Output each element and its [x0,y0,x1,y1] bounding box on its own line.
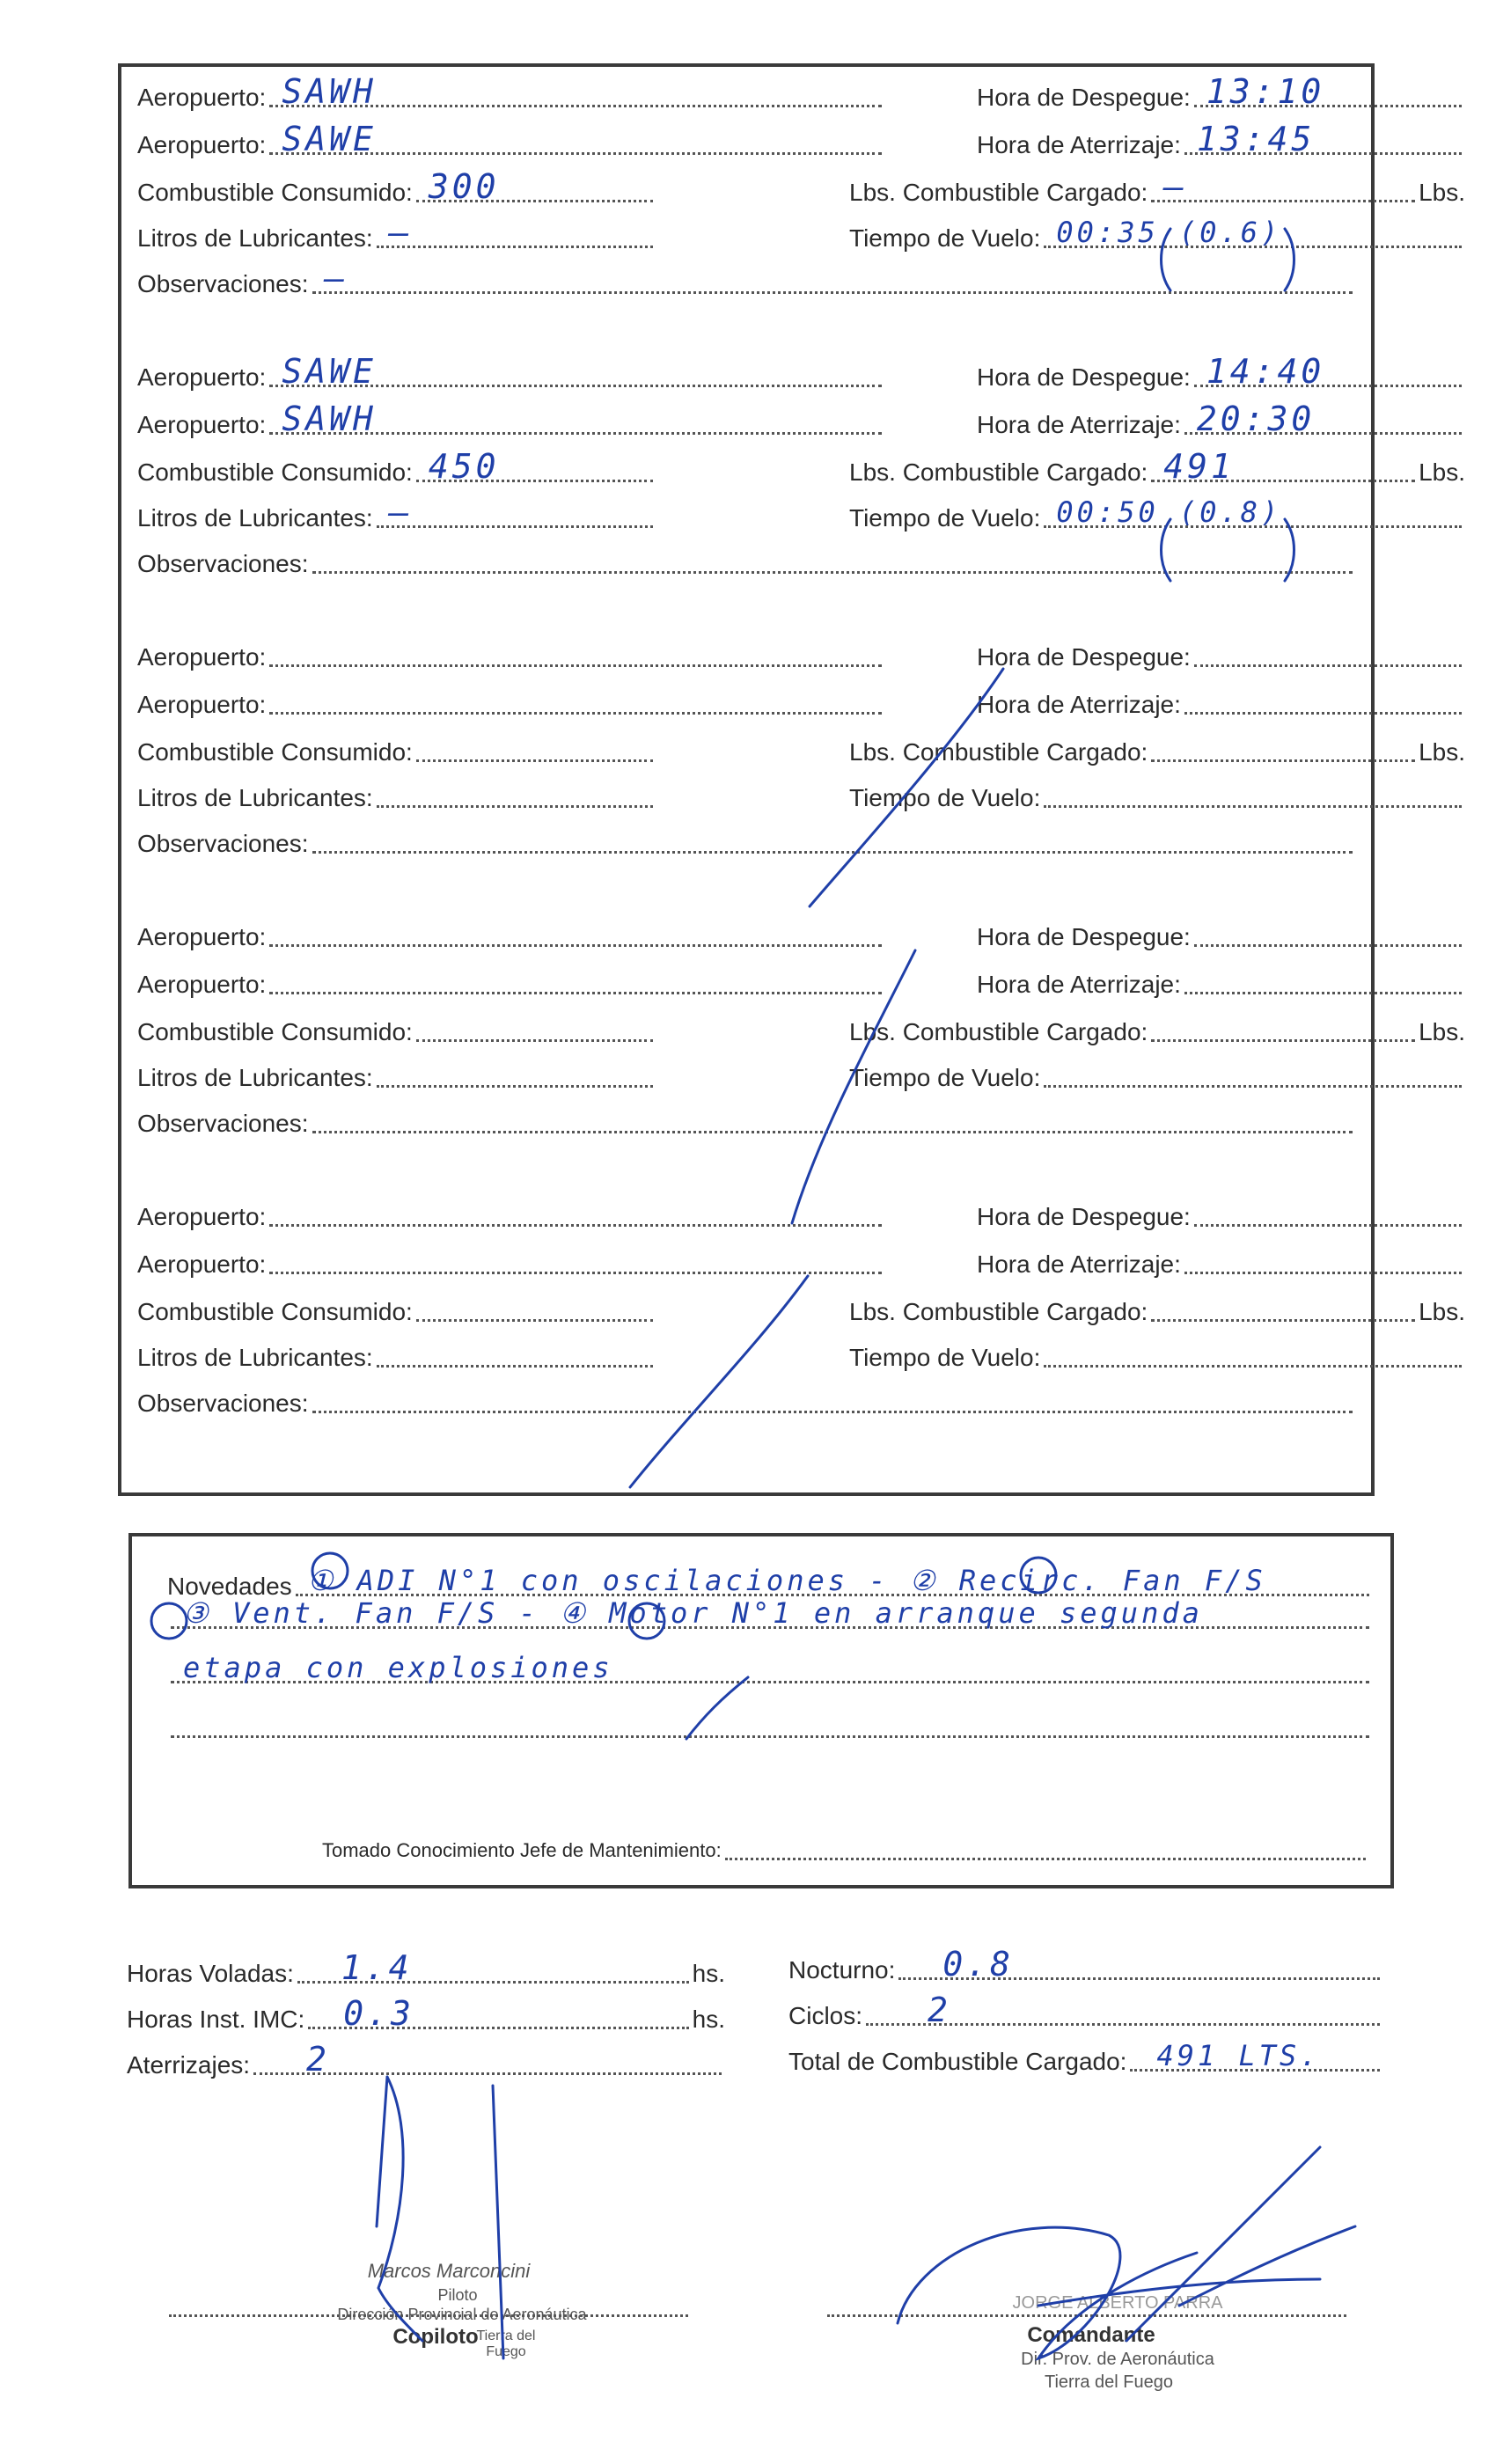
flight-3-hora-despegue-row[interactable] [977,642,1465,672]
hora-aterrizaje-label: Hora de Aterrizaje: [977,411,1181,438]
hora-despegue-label: Hora de Despegue: [977,923,1191,950]
flight-5-aeropuerto-2-row[interactable] [137,1250,885,1280]
flight-5-tiempo-vuelo-row[interactable] [849,1343,1465,1373]
flight-1-tiempo-vuelo-row[interactable] [849,216,1465,253]
hora-despegue-label: Hora de Despegue: [977,1203,1191,1230]
lbs-unit: Lbs. [1419,1018,1465,1045]
flight-3-lbs-combustible-cargado-row[interactable] [849,737,1465,767]
flight-2-lbs-combustible-cargado-row[interactable] [849,447,1465,488]
lbs-unit: Lbs. [1419,458,1465,486]
hora-despegue-value: 14:40 [1206,352,1325,391]
aeropuerto-1-value: SAWH [282,72,377,111]
flight-4-hora-despegue-row[interactable] [977,922,1465,952]
tiempo-vuelo-label: Tiempo de Vuelo: [849,224,1041,252]
flight-1-litros-lubricantes-row[interactable] [137,213,656,253]
flight-1-lbs-combustible-cargado-row[interactable] [849,167,1465,208]
horas-voladas-row[interactable]: Horas Voladas: 1.4 hs. [127,1948,725,1987]
flight-2-hora-aterrizaje-row[interactable] [977,400,1465,440]
horas-imc-row[interactable]: Horas Inst. IMC: 0.3 hs. [127,1994,725,2033]
combustible-consumido-label: Combustible Consumido: [137,458,413,486]
copiloto-name: Marcos Marconcini [367,2260,531,2282]
flight-1-aeropuerto-1-row[interactable] [137,72,885,113]
flight-3-combustible-consumido-row[interactable] [137,737,656,767]
hora-aterrizaje-value: 20:30 [1196,400,1316,438]
combustible-consumido-label: Combustible Consumido: [137,1298,413,1325]
comandante-org: Dir. Prov. de Aeronáutica [1021,2350,1214,2369]
hora-aterrizaje-label: Hora de Aterrizaje: [977,971,1181,998]
hora-aterrizaje-label: Hora de Aterrizaje: [977,691,1181,718]
observaciones-label: Observaciones: [137,550,309,577]
flight-5-combustible-consumido-row[interactable] [137,1297,656,1327]
lbs-combustible-cargado-label: Lbs. Combustible Cargado: [849,1018,1148,1045]
total-combustible-row[interactable]: Total de Combustible Cargado: 491 LTS. [788,2047,1383,2077]
copiloto-title: Piloto [437,2286,478,2304]
lbs-unit: Lbs. [1419,1298,1465,1325]
comandante-region: Tierra del Fuego [1045,2372,1173,2392]
aeropuerto-2-label: Aeropuerto: [137,131,267,158]
litros-lubricantes-value: — [388,213,413,252]
tiempo-vuelo-label: Tiempo de Vuelo: [849,784,1041,811]
aterrizajes-row[interactable]: Aterrizajes: 2 [127,2050,725,2080]
lbs-unit: Lbs. [1419,738,1465,766]
flight-2-aeropuerto-1-row[interactable] [137,352,885,392]
hora-despegue-value: 13:10 [1206,72,1325,111]
lbs-combustible-cargado-label: Lbs. Combustible Cargado: [849,1298,1148,1325]
copiloto-role: Copiloto [392,2325,479,2349]
litros-lubricantes-value: — [388,493,413,532]
flight-5-lbs-combustible-cargado-row[interactable] [849,1297,1465,1327]
novedades-line4[interactable] [167,1735,1373,1743]
litros-lubricantes-label: Litros de Lubricantes: [137,1344,373,1371]
combustible-consumido-label: Combustible Consumido: [137,1018,413,1045]
lbs-combustible-cargado-label: Lbs. Combustible Cargado: [849,738,1148,766]
lbs-combustible-cargado-label: Lbs. Combustible Cargado: [849,179,1148,206]
aeropuerto-2-value: SAWH [282,400,377,438]
nocturno-row[interactable]: Nocturno: 0.8 [788,1955,1383,1985]
flight-4-tiempo-vuelo-row[interactable] [849,1063,1465,1093]
flight-4-litros-lubricantes-row[interactable] [137,1063,656,1093]
flight-4-aeropuerto-2-row[interactable] [137,970,885,1000]
lbs-unit: Lbs. [1419,179,1465,206]
hora-despegue-label: Hora de Despegue: [977,363,1191,391]
flight-5-hora-despegue-row[interactable] [977,1202,1465,1232]
tiempo-vuelo-value: 00:35 (0.6) [1056,216,1282,249]
aeropuerto-1-label: Aeropuerto: [137,643,267,671]
litros-lubricantes-label: Litros de Lubricantes: [137,504,373,532]
litros-lubricantes-label: Litros de Lubricantes: [137,784,373,811]
flight-2-combustible-consumido-row[interactable] [137,447,656,488]
tiempo-vuelo-label: Tiempo de Vuelo: [849,1064,1041,1091]
tiempo-vuelo-value: 00:50 (0.8) [1056,495,1282,529]
combustible-consumido-label: Combustible Consumido: [137,738,413,766]
flight-2-aeropuerto-2-row[interactable] [137,400,885,440]
flight-log-section [118,63,1465,1496]
flight-4-observaciones-row[interactable] [137,1109,1356,1139]
jefe-mantenimiento-row[interactable]: Tomado Conocimiento Jefe de Mantenimiento: [322,1836,1369,1866]
flight-1-hora-despegue-row[interactable] [977,72,1465,113]
combustible-consumido-value: 450 [428,447,500,486]
lbs-combustible-cargado-value: 491 [1163,447,1235,486]
flight-3-observaciones-row[interactable] [137,829,1356,859]
aeropuerto-2-label: Aeropuerto: [137,411,267,438]
flight-3-aeropuerto-2-row[interactable] [137,690,885,720]
aeropuerto-2-label: Aeropuerto: [137,691,267,718]
aeropuerto-1-label: Aeropuerto: [137,1203,267,1230]
novedades-line3[interactable]: etapa con explosiones [167,1681,1373,1689]
comandante-role: Comandante [1027,2323,1155,2347]
flight-1-hora-aterrizaje-row[interactable] [977,120,1465,160]
flight-1-combustible-consumido-row[interactable] [137,167,656,208]
hora-despegue-label: Hora de Despegue: [977,84,1191,111]
tiempo-vuelo-label: Tiempo de Vuelo: [849,504,1041,532]
tiempo-vuelo-label: Tiempo de Vuelo: [849,1344,1041,1371]
comandante-signature-line[interactable] [827,2314,1346,2317]
flight-1-aeropuerto-2-row[interactable] [137,120,885,160]
aeropuerto-1-label: Aeropuerto: [137,84,267,111]
observaciones-label: Observaciones: [137,270,309,297]
novedades-section [128,1533,1394,1888]
aeropuerto-2-label: Aeropuerto: [137,971,267,998]
flight-2-litros-lubricantes-row[interactable] [137,493,656,533]
flight-2-observaciones-row[interactable] [137,549,1356,579]
flight-4-combustible-consumido-row[interactable] [137,1017,656,1047]
hora-aterrizaje-label: Hora de Aterrizaje: [977,131,1181,158]
hora-aterrizaje-label: Hora de Aterrizaje: [977,1250,1181,1278]
hora-despegue-label: Hora de Despegue: [977,643,1191,671]
litros-lubricantes-label: Litros de Lubricantes: [137,1064,373,1091]
combustible-consumido-value: 300 [428,167,500,206]
lbs-combustible-cargado-label: Lbs. Combustible Cargado: [849,458,1148,486]
combustible-consumido-label: Combustible Consumido: [137,179,413,206]
hora-aterrizaje-value: 13:45 [1196,120,1316,158]
flight-5-observaciones-row[interactable] [137,1389,1356,1419]
flight-3-tiempo-vuelo-row[interactable] [849,783,1465,813]
copiloto-org: Dirección Provincial de Aeronáutica [337,2306,587,2323]
observaciones-label: Observaciones: [137,1110,309,1137]
flight-5-litros-lubricantes-row[interactable] [137,1343,656,1373]
aeropuerto-2-label: Aeropuerto: [137,1250,267,1278]
observaciones-label: Observaciones: [137,830,309,857]
flight-3-hora-aterrizaje-row[interactable] [977,690,1465,720]
flight-4-hora-aterrizaje-row[interactable] [977,970,1465,1000]
novedades-line1[interactable]: Novedades ① ADI N°1 con oscilaciones - ② Recirc. Fan F/S [167,1572,1373,1602]
flight-5-hora-aterrizaje-row[interactable] [977,1250,1465,1280]
litros-lubricantes-label: Litros de Lubricantes: [137,224,373,252]
flight-3-litros-lubricantes-row[interactable] [137,783,656,813]
aeropuerto-2-value: SAWE [282,120,377,158]
aeropuerto-1-label: Aeropuerto: [137,923,267,950]
novedades-line2[interactable]: ③ Vent. Fan F/S - ④ Motor N°1 en arranque segunda [167,1626,1373,1634]
observaciones-label: Observaciones: [137,1390,309,1417]
lbs-combustible-cargado-value: — [1163,167,1188,206]
comandante-name: JORGE ALBERTO PARRA [1012,2293,1223,2313]
flight-3-aeropuerto-1-row[interactable] [137,642,885,672]
flight-4-lbs-combustible-cargado-row[interactable] [849,1017,1465,1047]
flight-4-aeropuerto-1-row[interactable] [137,922,885,952]
aeropuerto-1-value: SAWE [282,352,377,391]
aeropuerto-1-label: Aeropuerto: [137,363,267,391]
ciclos-row[interactable]: Ciclos: 2 [788,2001,1383,2031]
copiloto-region: Tierra del Fuego [476,2328,536,2359]
flight-5-aeropuerto-1-row[interactable] [137,1202,885,1232]
flight-1-observaciones-row[interactable] [137,259,1356,299]
flight-2-hora-despegue-row[interactable] [977,352,1465,392]
observaciones-value: — [324,259,348,297]
flight-2-tiempo-vuelo-row[interactable] [849,495,1465,533]
